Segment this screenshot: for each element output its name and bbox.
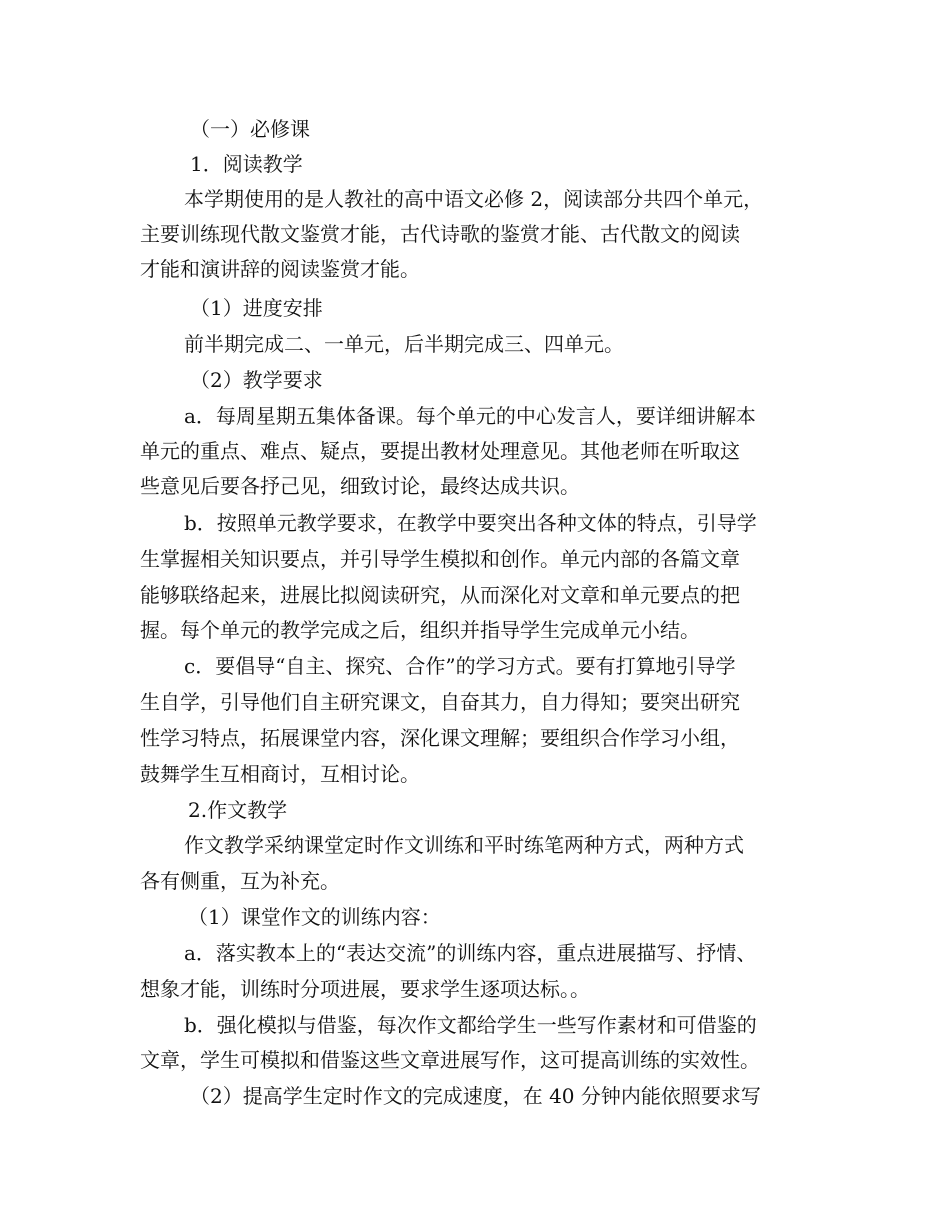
paragraph-line: a．落实教本上的“表达交流”的训练内容，重点进展描写、抒情、 [184, 941, 757, 965]
paragraph-line: 能够联络起来，进展比拟阅读研究，从而深化对文章和单元要点的把 [140, 583, 740, 607]
paragraph-line: 作文教学采纳课堂定时作文训练和平时练笔两种方式，两种方式 [184, 833, 744, 857]
paragraph-line: （2）提高学生定时作文的完成速度，在 40 分钟内能依照要求写 [190, 1084, 761, 1108]
paragraph-line: 握。每个单元的教学完成之后，组织并指导学生完成单元小结。 [140, 618, 700, 642]
section-heading: （一）必修课 [190, 117, 310, 141]
paragraph-line: 前半期完成二、一单元，后半期完成三、四单元。 [184, 332, 624, 356]
paragraph-line: 本学期使用的是人教社的高中语文必修 2，阅读部分共四个单元， [184, 187, 764, 211]
paragraph-line: 主要训练现代散文鉴赏才能，古代诗歌的鉴赏才能、古代散文的阅读 [140, 222, 740, 246]
paragraph-line: 各有侧重，互为补充。 [140, 869, 340, 893]
subsection-heading: 1．阅读教学 [190, 152, 303, 176]
paragraph-line: b．强化模拟与借鉴，每次作文都给学生一些写作素材和可借鉴的 [184, 1013, 757, 1037]
paragraph-line: 性学习特点，拓展课堂内容，深化课文理解；要组织合作学习小组， [140, 726, 740, 750]
paragraph-line: 生自学，引导他们自主研究课文，自奋其力，自力得知；要突出研究 [140, 690, 740, 714]
paragraph-line: 单元的重点、难点、疑点，要提出教材处理意见。其他老师在听取这 [140, 439, 740, 463]
paragraph-line: b．按照单元教学要求，在教学中要突出各种文体的特点，引导学 [184, 511, 757, 535]
paragraph-line: c．要倡导“自主、探究、合作”的学习方式。要有打算地引导学 [184, 654, 736, 678]
paragraph-line: 鼓舞学生互相商讨，互相讨论。 [140, 762, 420, 786]
paragraph-line: 些意见后要各抒己见，细致讨论，最终达成共识。 [140, 474, 580, 498]
paragraph-line: 想象才能，训练时分项进展，要求学生逐项达标。。 [140, 977, 590, 1001]
paragraph-line: 生掌握相关知识要点，并引导学生模拟和创作。单元内部的各篇文章 [140, 547, 740, 571]
paragraph-line: a．每周星期五集体备课。每个单元的中心发言人，要详细讲解本 [184, 404, 756, 428]
item-heading: （1）课堂作文的训练内容： [188, 905, 441, 929]
subsection-heading: 2.作文教学 [188, 798, 288, 822]
paragraph-line: 文章，学生可模拟和借鉴这些文章进展写作，这可提高训练的实效性。 [140, 1048, 760, 1072]
item-heading: （1）进度安排 [190, 296, 323, 320]
paragraph-line: 才能和演讲辞的阅读鉴赏才能。 [140, 257, 420, 281]
item-heading: （2）教学要求 [190, 368, 323, 392]
